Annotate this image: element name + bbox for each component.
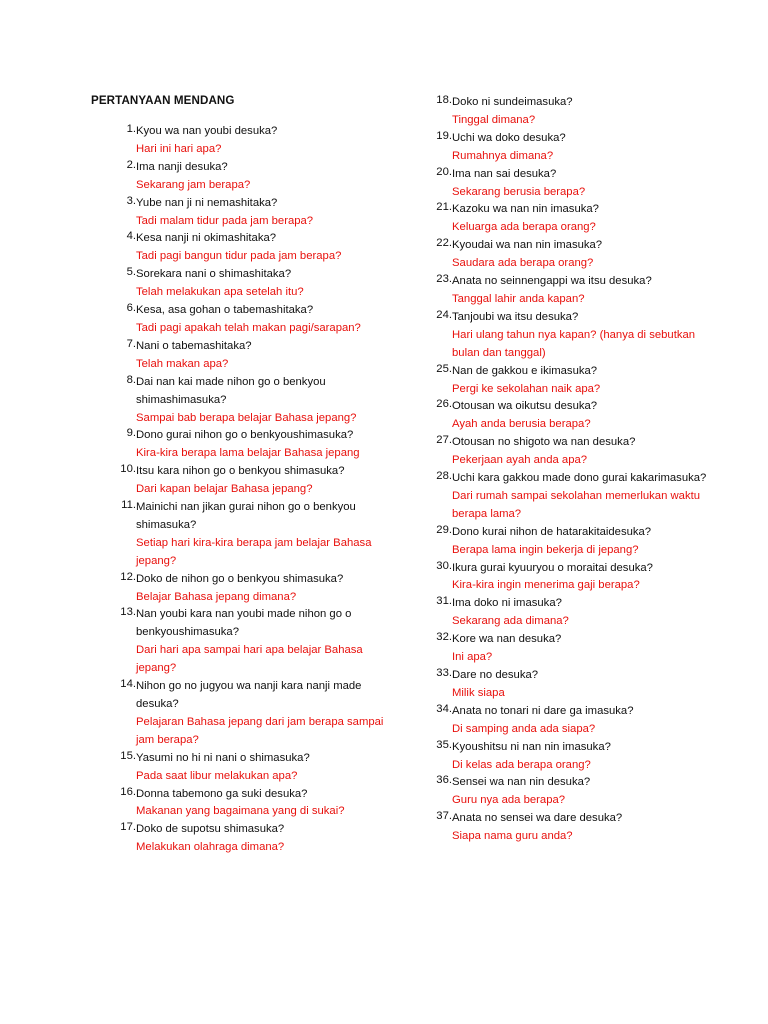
question-japanese: Kesa, asa gohan o tabemashitaka? <box>136 304 314 317</box>
question-translation: Kira-kira ingin menerima gaji berapa? <box>452 579 640 592</box>
question-column-right <box>420 94 712 846</box>
question-translation: Tadi pagi bangun tidur pada jam berapa? <box>136 250 342 263</box>
question-item <box>420 309 712 363</box>
question-number: 3. <box>126 194 136 207</box>
question-translation: Dari kapan belajar Bahasa jepang? <box>136 483 313 496</box>
question-number: 20. <box>436 165 452 178</box>
question-item <box>420 166 712 202</box>
question-item <box>104 750 390 786</box>
question-japanese: Mainichi nan jikan gurai nihon go o benkyou shimasuka? <box>136 501 356 531</box>
question-japanese: Doko de nihon go o benkyou shimasuka? <box>136 572 344 585</box>
question-item <box>104 266 390 302</box>
question-item <box>420 130 712 166</box>
question-translation: Sekarang ada dimana? <box>452 615 569 628</box>
question-number: 34. <box>436 702 452 715</box>
question-number: 15. <box>120 749 136 762</box>
question-number: 30. <box>436 559 452 572</box>
question-japanese: Yasumi no hi ni nani o shimasuka? <box>136 751 310 764</box>
question-item <box>104 195 390 231</box>
question-translation: Pekerjaan ayah anda apa? <box>452 454 588 467</box>
question-translation: Milik siapa <box>452 686 505 699</box>
question-item <box>420 470 712 524</box>
question-item <box>104 821 390 857</box>
question-number: 18. <box>436 94 452 106</box>
question-japanese: Dono kurai nihon de hatarakitaidesuka? <box>452 525 652 538</box>
question-translation: Di samping anda ada siapa? <box>452 722 596 735</box>
question-japanese: Kore wa nan desuka? <box>452 633 562 646</box>
question-number: 29. <box>436 523 452 536</box>
question-item <box>420 524 712 560</box>
question-number: 8. <box>126 373 136 386</box>
question-item <box>104 678 390 750</box>
question-japanese: Otousan no shigoto wa nan desuka? <box>452 436 636 449</box>
question-item <box>420 739 712 775</box>
question-item <box>104 123 390 159</box>
question-item <box>104 463 390 499</box>
question-number: 19. <box>436 129 452 142</box>
question-japanese: Anata no sensei wa dare desuka? <box>452 812 623 825</box>
question-translation: Di kelas ada berapa orang? <box>452 758 591 771</box>
question-item <box>420 363 712 399</box>
question-number: 24. <box>436 308 452 321</box>
question-number: 10. <box>120 463 136 476</box>
question-japanese: Dono gurai nihon go o benkyoushimasuka? <box>136 429 354 442</box>
question-japanese: Nan de gakkou e ikimasuka? <box>452 364 598 377</box>
question-number: 5. <box>126 266 136 279</box>
question-item <box>104 230 390 266</box>
question-japanese: Doko ni sundeimasuka? <box>452 96 573 108</box>
question-number: 4. <box>126 230 136 243</box>
question-translation: Belajar Bahasa jepang dimana? <box>136 590 297 603</box>
question-number: 32. <box>436 631 452 644</box>
question-japanese: Uchi wa doko desuka? <box>452 131 566 144</box>
question-japanese: Kyoudai wa nan nin imasuka? <box>452 239 603 252</box>
question-translation: Telah makan apa? <box>136 357 229 370</box>
question-japanese: Kesa nanji ni okimashitaka? <box>136 232 277 245</box>
question-item <box>420 595 712 631</box>
question-number: 7. <box>126 337 136 350</box>
question-translation: Tinggal dimana? <box>452 113 536 126</box>
question-translation: Berapa lama ingin bekerja di jepang? <box>452 543 639 556</box>
question-japanese: Sorekara nani o shimashitaka? <box>136 268 292 281</box>
question-japanese: Donna tabemono ga suki desuka? <box>136 787 308 800</box>
question-translation: Tanggal lahir anda kapan? <box>452 292 585 305</box>
question-translation: Tadi pagi apakah telah makan pagi/sarapan? <box>136 321 361 334</box>
question-japanese: Doko de supotsu shimasuka? <box>136 823 285 836</box>
question-translation: Sampai bab berapa belajar Bahasa jepang? <box>136 411 357 424</box>
question-japanese: Ima doko ni imasuka? <box>452 597 562 610</box>
question-number: 28. <box>436 470 452 483</box>
question-japanese: Dare no desuka? <box>452 669 539 681</box>
question-item <box>104 606 390 678</box>
question-translation: Guru nya ada berapa? <box>452 794 566 807</box>
question-japanese: Nan youbi kara nan youbi made nihon go o benkyoushimasuka? <box>136 608 352 639</box>
question-translation: Sekarang jam berapa? <box>136 178 251 191</box>
question-translation: Melakukan olahraga dimana? <box>136 841 285 854</box>
question-translation: Makanan yang bagaimana yang di sukai? <box>136 805 345 818</box>
question-translation: Ini apa? <box>452 651 493 664</box>
question-number: 13. <box>120 606 136 619</box>
question-number: 2. <box>126 158 136 171</box>
question-translation: Rumahnya dimana? <box>452 149 554 162</box>
question-japanese: Tanjoubi wa itsu desuka? <box>452 310 579 323</box>
question-translation: Pada saat libur melakukan apa? <box>136 769 298 782</box>
question-translation: Tadi malam tidur pada jam berapa? <box>136 214 314 227</box>
question-japanese: Nihon go no jugyou wa nanji kara nanji made desuka? <box>136 680 362 710</box>
question-number: 23. <box>436 273 452 286</box>
question-japanese: Yube nan ji ni nemashitaka? <box>136 196 278 209</box>
question-translation: Keluarga ada berapa orang? <box>452 221 596 234</box>
question-japanese: Kazoku wa nan nin imasuka? <box>452 203 599 216</box>
question-number: 17. <box>120 821 136 834</box>
question-item <box>104 159 390 195</box>
question-number: 35. <box>436 738 452 751</box>
question-item <box>104 302 390 338</box>
question-translation: Dari hari apa sampai hari apa belajar Bahasa jepang? <box>136 644 363 675</box>
question-number: 25. <box>436 362 452 375</box>
question-translation: Dari rumah sampai sekolahan memerlukan waktu berapa lama? <box>452 489 701 520</box>
question-translation: Hari ini hari apa? <box>136 142 222 155</box>
question-translation: Pelajaran Bahasa jepang dari jam berapa sampai jam berapa? <box>136 715 384 746</box>
question-translation: Setiap hari kira-kira berapa jam belajar Bahasa jepang? <box>136 536 372 567</box>
question-number: 33. <box>436 667 452 679</box>
question-translation: Kira-kira berapa lama belajar Bahasa jepang <box>136 447 360 460</box>
question-japanese: Uchi kara gakkou made dono gurai kakarimasuka? <box>452 472 707 485</box>
question-japanese: Ima nanji desuka? <box>136 160 228 173</box>
question-translation: Telah melakukan apa setelah itu? <box>136 286 304 299</box>
question-japanese: Anata no seinnengappi wa itsu desuka? <box>452 275 652 288</box>
question-item <box>104 427 390 463</box>
question-japanese: Nani o tabemashitaka? <box>136 339 252 352</box>
question-translation: Pergi ke sekolahan naik apa? <box>452 382 601 395</box>
question-japanese: Otousan wa oikutsu desuka? <box>452 400 598 413</box>
question-japanese: Sensei wa nan nin desuka? <box>452 776 591 789</box>
question-item <box>104 374 390 428</box>
question-number: 36. <box>436 774 452 787</box>
question-item <box>420 434 712 470</box>
question-translation: Saudara ada berapa orang? <box>452 257 594 270</box>
question-japanese: Itsu kara nihon go o benkyou shimasuka? <box>136 465 345 478</box>
question-number: 12. <box>120 570 136 583</box>
question-translation: Ayah anda berusia berapa? <box>452 418 591 431</box>
question-item <box>420 774 712 810</box>
question-item <box>104 571 390 607</box>
question-number: 26. <box>436 398 452 411</box>
question-japanese: Dai nan kai made nihon go o benkyou shimashimasuka? <box>136 375 326 406</box>
question-japanese: Ikura gurai kyuuryou o moraitai desuka? <box>452 561 653 574</box>
question-item <box>104 499 390 571</box>
question-item <box>420 273 712 309</box>
question-item <box>420 237 712 273</box>
question-column-left <box>104 123 390 857</box>
question-item <box>420 94 712 130</box>
question-japanese: Anata no tonari ni dare ga imasuka? <box>452 704 634 717</box>
question-number: 16. <box>120 785 136 798</box>
question-japanese: Ima nan sai desuka? <box>452 167 557 180</box>
question-number: 27. <box>436 434 452 447</box>
question-item <box>420 631 712 667</box>
question-item <box>420 703 712 739</box>
question-number: 31. <box>436 595 452 608</box>
question-japanese: Kyou wa nan youbi desuka? <box>136 125 278 137</box>
question-number: 21. <box>436 201 452 214</box>
question-item <box>104 786 390 822</box>
question-item <box>420 201 712 237</box>
question-translation: Sekarang berusia berapa? <box>452 185 586 198</box>
question-item <box>420 560 712 596</box>
question-number: 22. <box>436 237 452 250</box>
question-number: 11. <box>121 499 136 512</box>
question-item <box>420 810 712 846</box>
question-number: 37. <box>436 810 452 823</box>
question-number: 1. <box>126 123 136 135</box>
page-title: PERTANYAAN MENDANG <box>91 94 235 107</box>
question-item <box>420 667 712 703</box>
question-number: 9. <box>126 427 136 440</box>
question-translation: Hari ulang tahun nya kapan? (hanya di sebutkan bulan dan tanggal) <box>452 328 696 359</box>
question-number: 6. <box>126 302 136 315</box>
question-translation: Siapa nama guru anda? <box>452 830 573 843</box>
question-item <box>420 398 712 434</box>
question-japanese: Kyoushitsu ni nan nin imasuka? <box>452 740 611 753</box>
question-number: 14. <box>120 678 136 691</box>
question-item <box>104 338 390 374</box>
